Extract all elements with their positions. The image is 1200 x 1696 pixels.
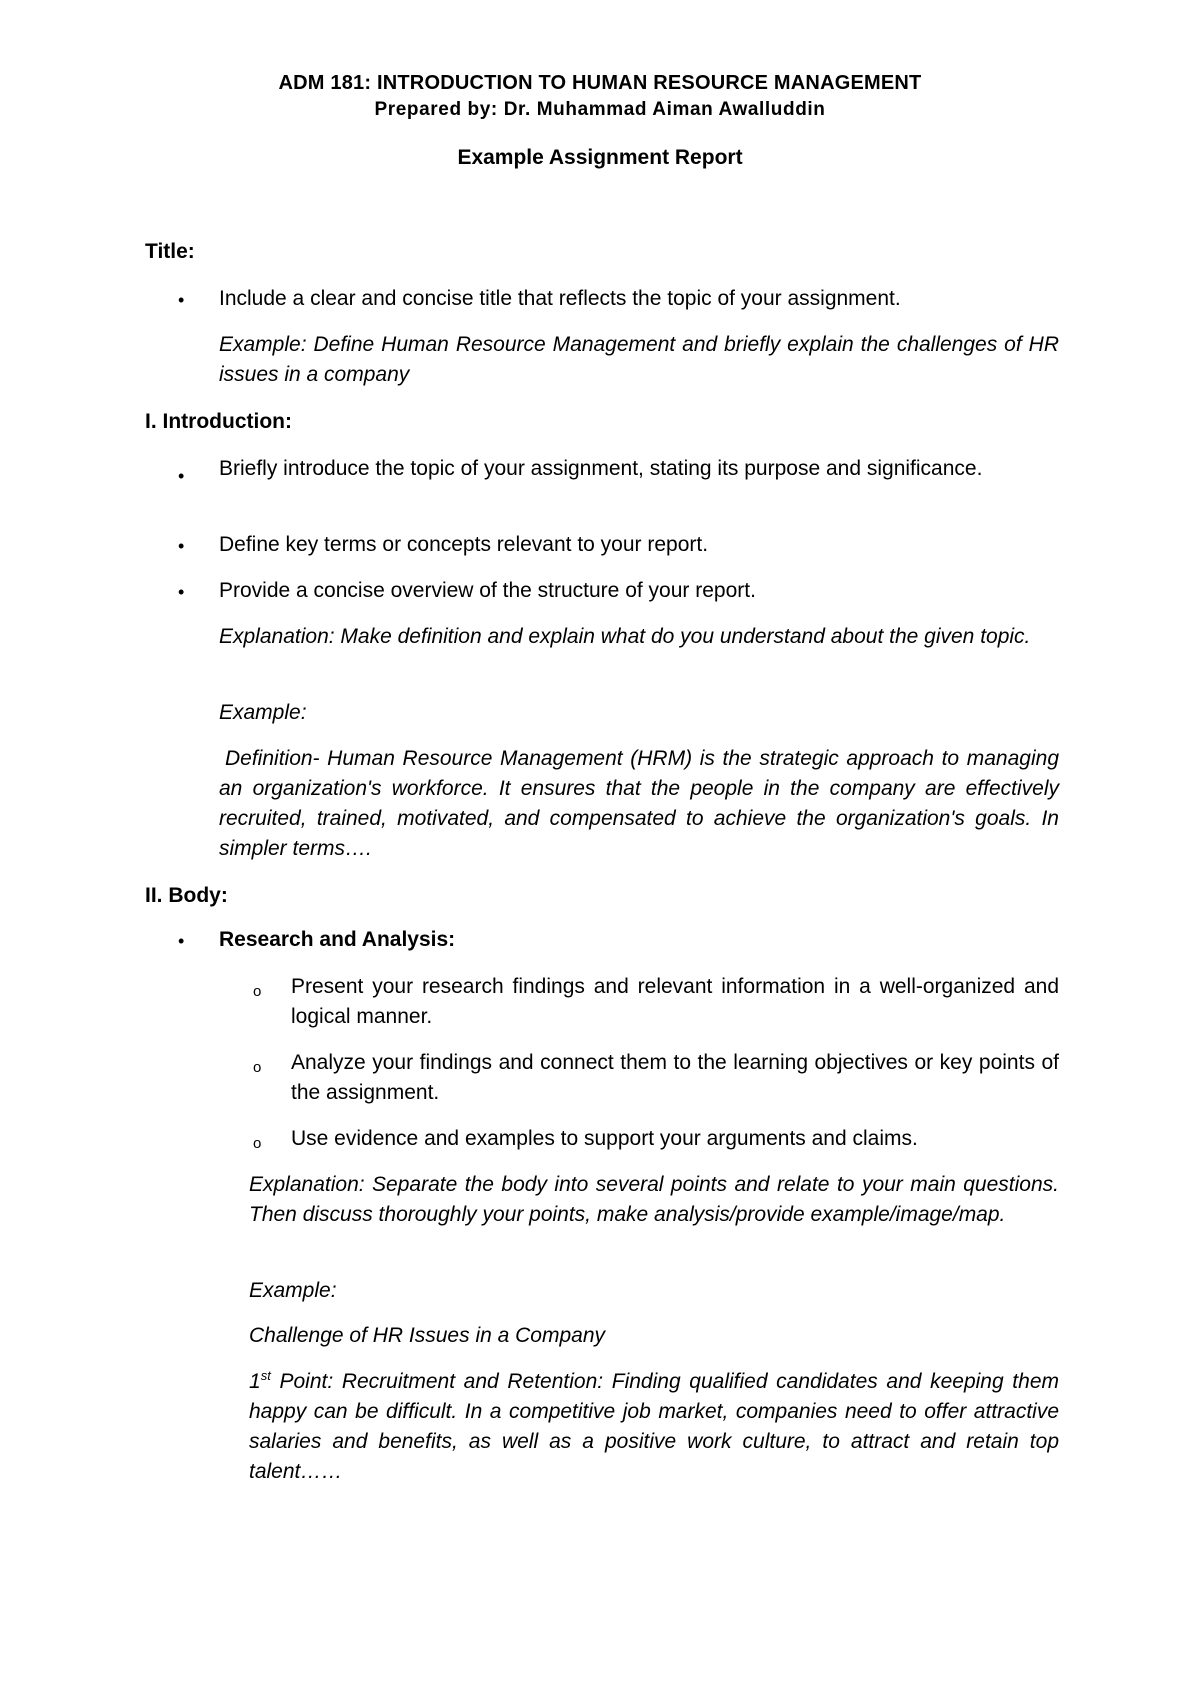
point-ordinal: st [260, 1368, 271, 1383]
prepared-by: Prepared by: Dr. Muhammad Aiman Awalluddin [374, 99, 826, 120]
circle-bullet-icon: o [253, 983, 262, 1000]
intro-explanation: Explanation: Make definition and explain what do you understand about the given topic. [219, 625, 1031, 648]
body-explanation: Explanation: Separate the body into several points and relate to your main questions. Then discuss thoroughly your points, make analysis/provide example/image/map. [249, 1173, 1059, 1226]
first-point-paragraph [249, 1367, 1059, 1487]
bullet-icon: • [178, 582, 185, 602]
research-analysis-heading: Research and Analysis: [219, 928, 456, 951]
body-example-label: Example: [249, 1279, 337, 1302]
point-text: Point: Recruitment and Retention: Finding qualified candidates and keeping them happy can be difficult. In a competitive job market, companies need to offer attractive salaries and benefits, as well as a positive work culture, to attract and retain top talent…… [249, 1370, 1059, 1483]
research-sub-2: Analyze your findings and connect them to the learning objectives or key points of the assignment. [291, 1051, 1059, 1104]
body-heading: II. Body: [145, 884, 228, 907]
document-title: Example Assignment Report [457, 146, 743, 169]
intro-example-label: Example: [219, 701, 307, 724]
bullet-icon: • [178, 536, 185, 556]
intro-bullet-3: Provide a concise overview of the structure of your report. [219, 579, 756, 602]
point-number: 1 [249, 1370, 261, 1393]
research-sub-3: Use evidence and examples to support your arguments and claims. [291, 1127, 918, 1150]
circle-bullet-icon: o [253, 1059, 262, 1076]
bullet-icon: • [178, 290, 185, 310]
intro-bullet-2: Define key terms or concepts relevant to your report. [219, 533, 709, 556]
research-sub-1: Present your research findings and relevant information in a well-organized and logical manner. [291, 975, 1059, 1028]
bullet-icon: • [178, 931, 185, 951]
title-heading: Title: [145, 240, 195, 263]
title-bullet-1: Include a clear and concise title that reflects the topic of your assignment. [219, 287, 901, 310]
bullet-icon: • [178, 466, 185, 486]
circle-bullet-icon: o [253, 1135, 262, 1152]
intro-bullet-1: Briefly introduce the topic of your assignment, stating its purpose and significance. [219, 457, 983, 480]
body-example-title: Challenge of HR Issues in a Company [249, 1324, 606, 1347]
title-example: Example: Define Human Resource Management and briefly explain the challenges of HR issues in a company [219, 333, 1059, 386]
introduction-heading: I. Introduction: [145, 410, 292, 433]
course-title: ADM 181: INTRODUCTION TO HUMAN RESOURCE MANAGEMENT [278, 72, 922, 94]
intro-definition: Definition- Human Resource Management (HRM) is the strategic approach to managing an organization's workforce. It ensures that the people in the company are effectively recruited, trained, motivated, and compensated to achieve the organization's goals. In simpler terms…. [219, 747, 1059, 860]
